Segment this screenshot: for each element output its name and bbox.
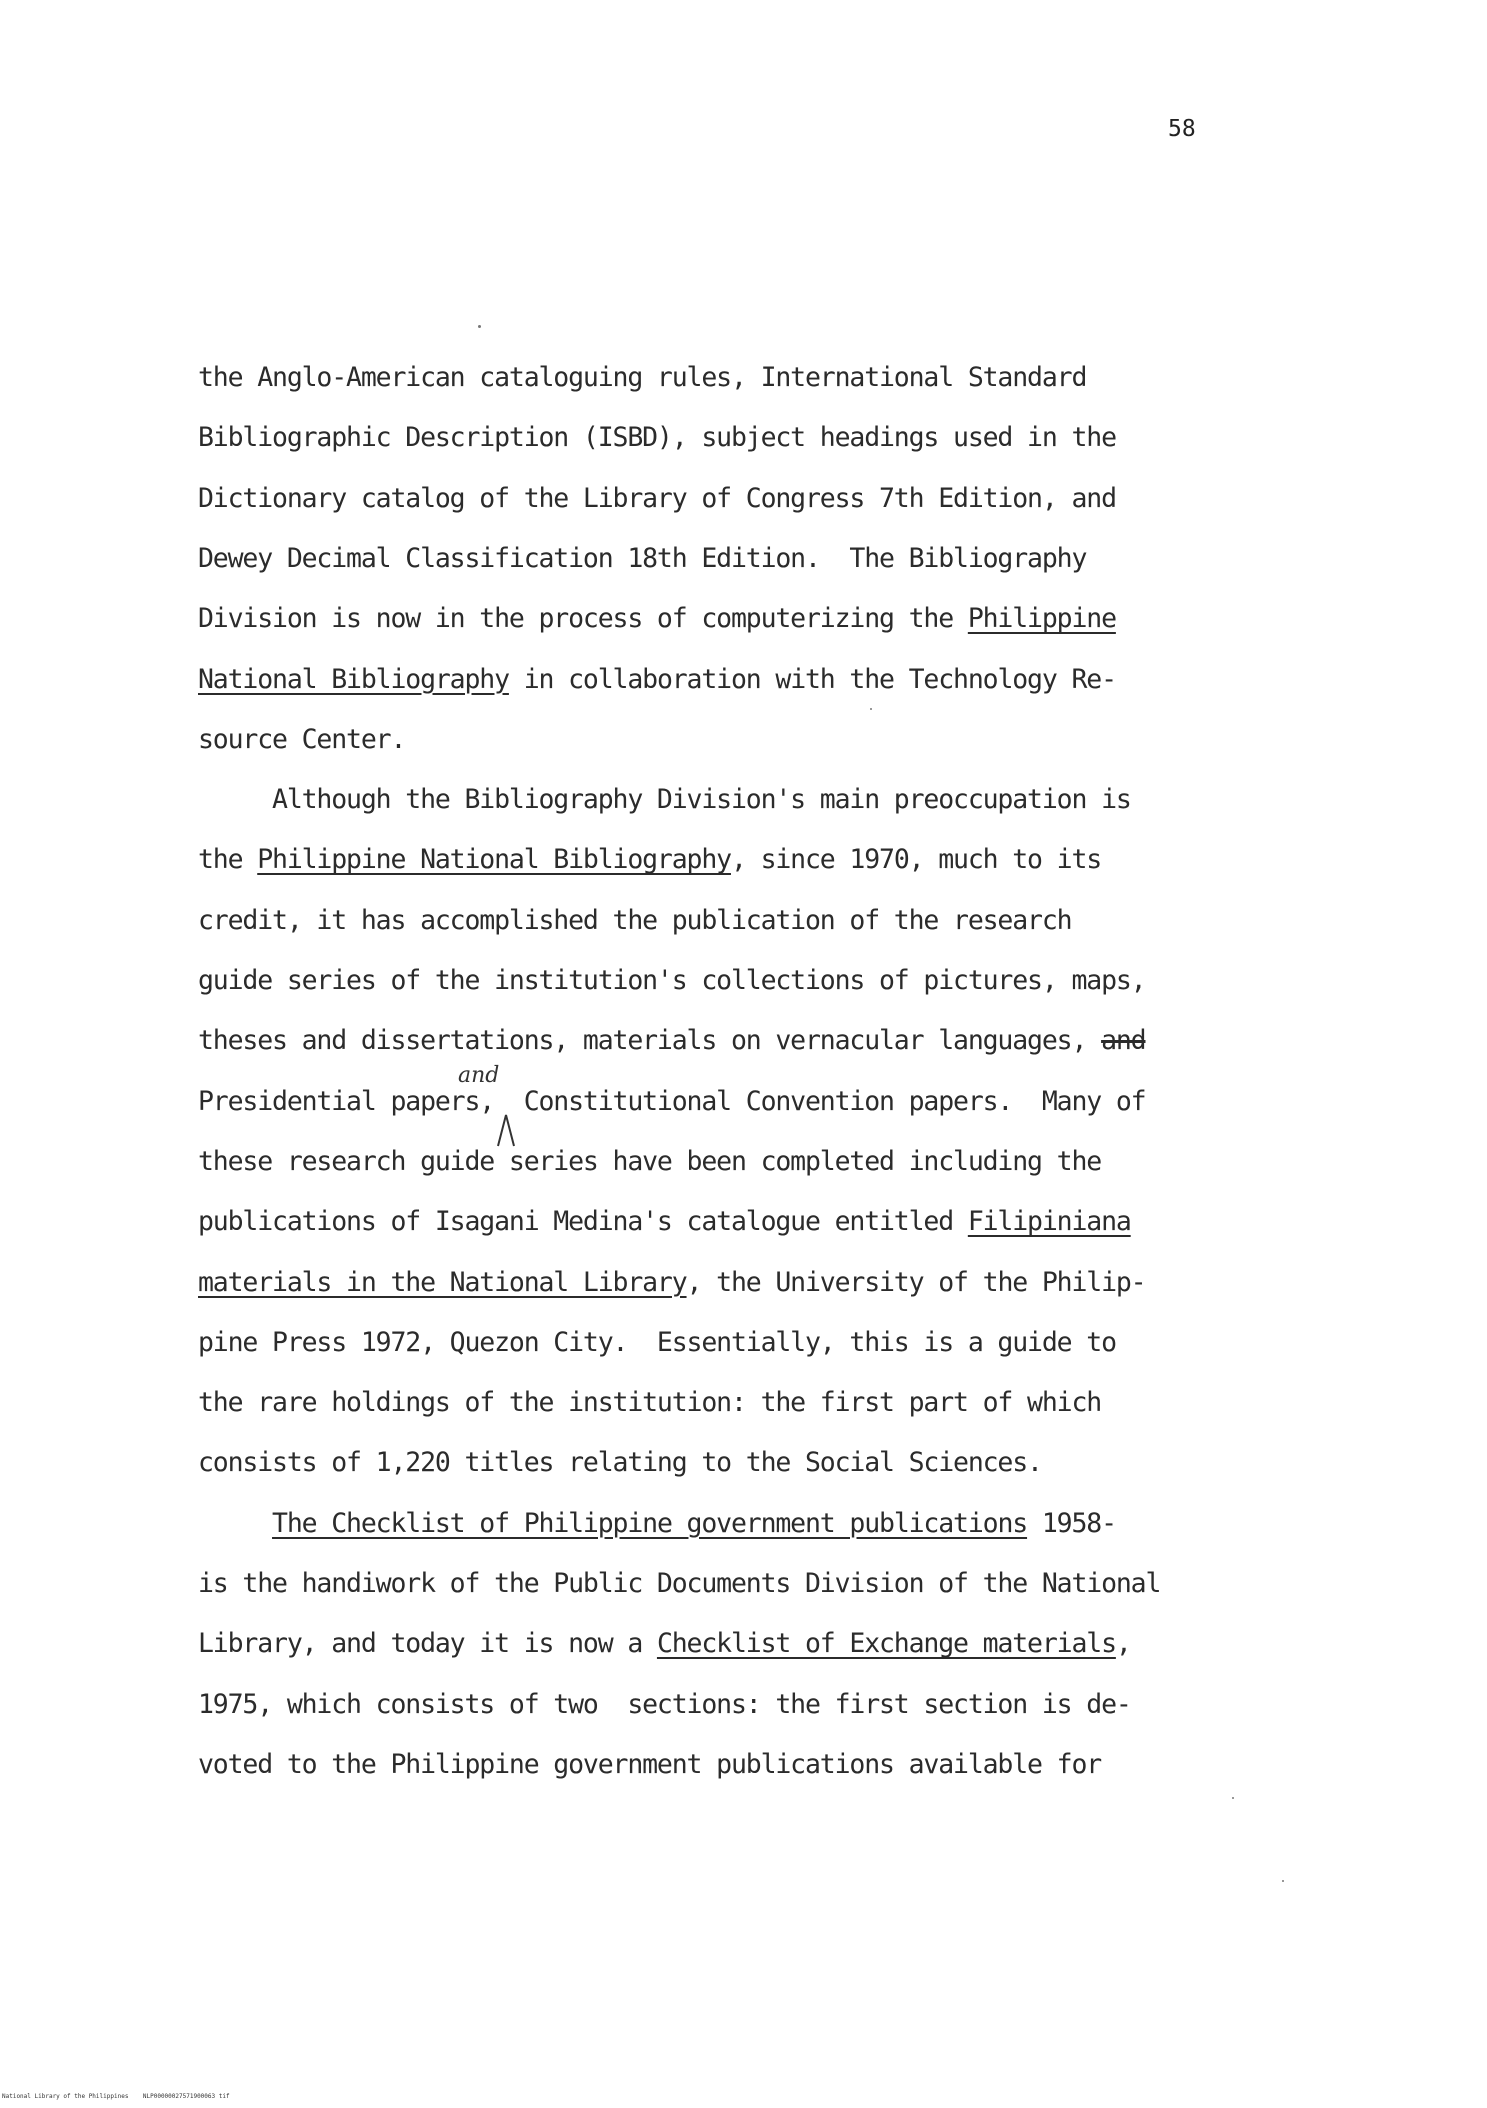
text-segment: the xyxy=(198,844,258,876)
text-line xyxy=(198,543,1086,574)
underlined-title: Checklist of Exchange materials xyxy=(656,1628,1116,1660)
text-line xyxy=(198,1387,1101,1418)
text-segment: , the University of the Philip- xyxy=(686,1266,1146,1298)
text-segment: voted to the Philippine government publications available for xyxy=(198,1748,1102,1780)
text-segment: the Anglo-American cataloguing rules, International Standard xyxy=(198,362,1087,393)
text-line xyxy=(198,1267,1145,1298)
text-line xyxy=(198,664,1116,695)
text-line xyxy=(198,1628,1131,1659)
scan-speck xyxy=(478,325,481,328)
text-segment: in collaboration with the Technology Re- xyxy=(508,663,1116,695)
text-segment: consists of 1,220 titles relating to the Social Sciences. xyxy=(198,1447,1042,1479)
text-segment: the rare holdings of the institution: the first part of which xyxy=(198,1387,1102,1419)
page-number: 58 xyxy=(1168,116,1196,142)
text-line xyxy=(198,1447,1042,1478)
text-segment: Bibliographic Description (ISBD), subject headings used in the xyxy=(198,422,1116,454)
text-segment: credit, it has accomplished the publication of the research xyxy=(198,904,1072,936)
text-segment: theses and dissertations, materials on vernacular languages, xyxy=(198,1025,1102,1057)
text-line xyxy=(198,1146,1101,1177)
underlined-title: National Bibliography xyxy=(198,663,509,695)
text-segment: guide series of the institution's collections of pictures, maps, xyxy=(198,965,1146,996)
text-line xyxy=(198,362,1086,393)
text-line xyxy=(198,1206,1131,1237)
text-line xyxy=(198,1689,1131,1720)
text-line xyxy=(198,1568,1160,1599)
text-segment: 1975, which consists of two sections: the first section is de- xyxy=(198,1688,1131,1720)
text-line xyxy=(198,603,1116,634)
underlined-title: Philippine xyxy=(967,603,1116,635)
text-segment: Presidential papers, Constitutional Convention papers. Many of xyxy=(198,1085,1146,1117)
text-line xyxy=(198,1327,1116,1358)
text-line xyxy=(198,784,1131,815)
text-line xyxy=(198,965,1145,996)
text-line xyxy=(198,844,1101,875)
text-segment xyxy=(198,1508,272,1539)
insertion-caret-icon xyxy=(495,1112,517,1148)
scan-speck xyxy=(1232,1797,1234,1799)
underlined-title: The Checklist of Philippine government publications xyxy=(272,1507,1028,1539)
text-segment: these research guide series have been completed including the xyxy=(198,1145,1102,1177)
text-line xyxy=(198,1508,1116,1539)
text-line xyxy=(198,1086,1145,1117)
scan-speck xyxy=(870,708,872,710)
text-line xyxy=(198,1749,1101,1780)
text-line xyxy=(198,483,1116,514)
text-line xyxy=(198,422,1116,453)
text-segment: 1958- xyxy=(1027,1507,1116,1539)
text-line xyxy=(198,905,1071,936)
text-segment: Dewey Decimal Classification 18th Edition. The Bibliography xyxy=(198,542,1087,574)
underlined-title: Philippine National Bibliography xyxy=(257,844,731,876)
text-segment: , since 1970, much to its xyxy=(730,844,1102,876)
text-line xyxy=(198,724,405,755)
text-segment: Dictionary catalog of the Library of Congress 7th Edition, and xyxy=(198,482,1116,514)
struck-word: and xyxy=(1101,1025,1146,1057)
scan-speck xyxy=(1282,1880,1284,1882)
text-line xyxy=(198,1025,1146,1056)
underlined-title: Filipiniana xyxy=(967,1206,1131,1238)
scan-footer: National Library of the Philippines NLP00000027571900063 tif xyxy=(2,2093,230,2100)
text-segment: is the handiwork of the Public Documents Division of the National xyxy=(198,1568,1161,1599)
text-segment: Division is now in the process of computerizing the xyxy=(198,603,968,635)
text-segment: Library, and today it is now a xyxy=(198,1628,657,1660)
text-segment: pine Press 1972, Quezon City. Essentially, this is a guide to xyxy=(198,1326,1116,1358)
text-segment: , xyxy=(1115,1628,1131,1660)
text-segment: source Center. xyxy=(198,723,406,755)
text-segment: Although the Bibliography Division's main preoccupation is xyxy=(198,784,1131,816)
handwritten-insertion: and xyxy=(458,1063,500,1088)
underlined-title: materials in the National Library xyxy=(198,1266,687,1298)
text-segment: publications of Isagani Medina's catalogue entitled xyxy=(198,1206,968,1238)
